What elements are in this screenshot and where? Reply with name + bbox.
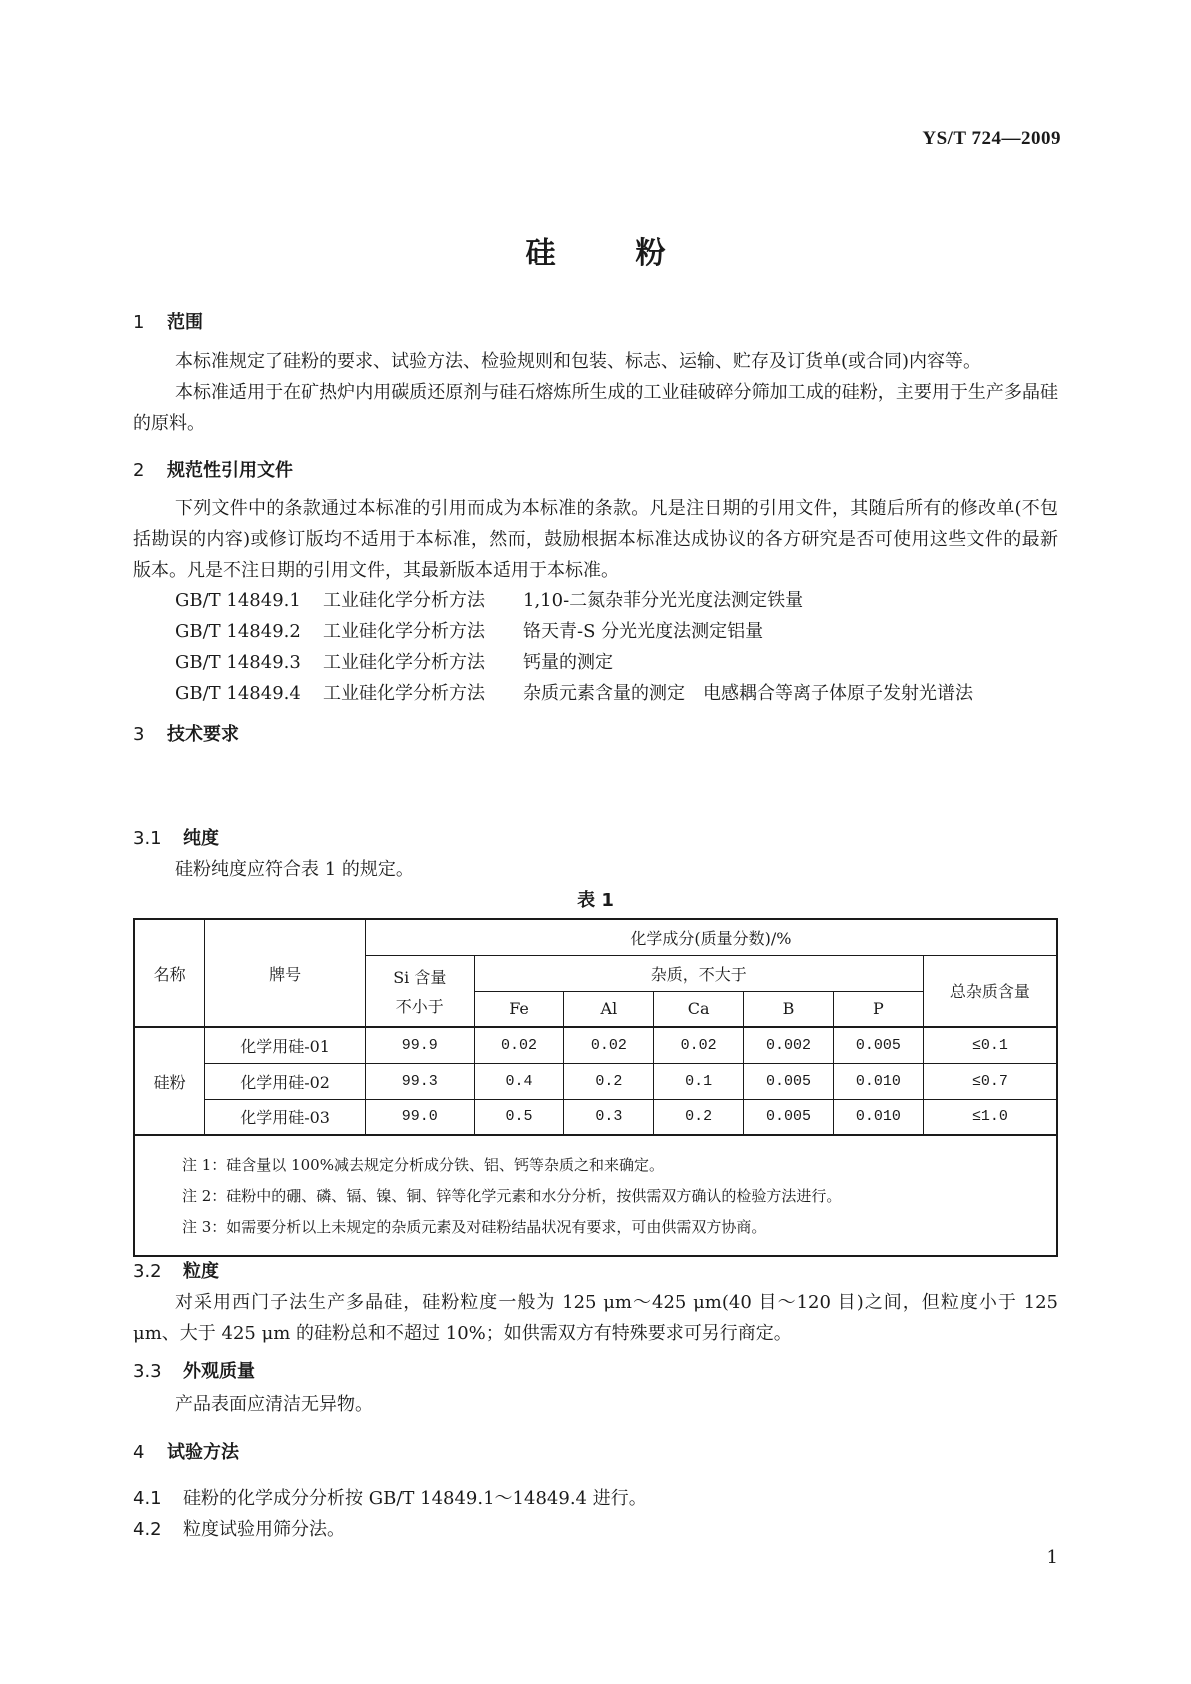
grade-cell: 化学用硅-02 — [205, 1063, 366, 1099]
header-al: Al — [564, 991, 654, 1027]
note-2: 注 2：硅粉中的硼、磷、镉、镍、铜、锌等化学元素和水分分析，按供需双方确认的检验方法进行。 — [182, 1187, 842, 1205]
si-cell: 99.0 — [365, 1099, 474, 1135]
section-2-paragraph: 下列文件中的条款通过本标准的引用而成为本标准的条款。凡是注日期的引用文件，其随后所有的修改单(不包括勘误的内容)或修订版均不适用于本标准，然而，鼓励根据本标准达成协议的各方研究是否可使用这些文件的最新版本。凡是不注日期的引用文件，其最新版本适用于本标准。 — [133, 498, 1058, 581]
fe-cell: 0.02 — [474, 1027, 564, 1063]
reference-code: GB/T 14849.1 — [175, 590, 301, 611]
note-3: 注 3：如需要分析以上未规定的杂质元素及对硅粉结晶状况有要求，可由供需双方协商。 — [182, 1218, 767, 1236]
header-total-impurity: 总杂质含量 — [923, 955, 1057, 1027]
title-char-1: 硅 — [525, 236, 556, 271]
section-4-2 — [133, 1515, 345, 1541]
item-text: 硅粉的化学成分分析按 GB/T 14849.1～14849.4 进行。 — [183, 1488, 647, 1509]
header-impurity: 杂质，不大于 — [474, 955, 923, 991]
header-p: P — [833, 991, 923, 1027]
section-number: 4 — [133, 1442, 145, 1463]
notes-row — [134, 1135, 1057, 1256]
section-3-2-heading — [133, 1257, 219, 1283]
reference-item — [175, 586, 803, 612]
section-title: 范围 — [167, 312, 203, 333]
table-caption: 表 1 — [577, 890, 614, 911]
header-ca: Ca — [654, 991, 744, 1027]
grade-cell: 化学用硅-01 — [205, 1027, 366, 1063]
al-cell: 0.2 — [564, 1063, 654, 1099]
table-row — [134, 1099, 1057, 1135]
reference-item — [175, 679, 973, 705]
note-1: 注 1：硅含量以 100%减去规定分析成分铁、铝、钙等杂质之和来确定。 — [182, 1156, 664, 1174]
header-si-line2: 不小于 — [395, 996, 444, 1016]
header-b: B — [744, 991, 834, 1027]
header-si-line1: Si 含量 — [393, 967, 447, 987]
header-name: 名称 — [134, 919, 205, 1027]
si-cell: 99.9 — [365, 1027, 474, 1063]
b-cell: 0.002 — [744, 1027, 834, 1063]
section-title: 外观质量 — [183, 1361, 255, 1382]
al-cell: 0.02 — [564, 1027, 654, 1063]
ca-cell: 0.1 — [654, 1063, 744, 1099]
grade-cell: 化学用硅-03 — [205, 1099, 366, 1135]
section-4-1 — [133, 1484, 647, 1510]
page-number: 1 — [1046, 1547, 1058, 1568]
reference-name: 工业硅化学分析方法 — [323, 683, 485, 704]
item-number: 4.1 — [133, 1488, 162, 1509]
purity-table — [133, 918, 1058, 1257]
section-number: 3.3 — [133, 1361, 162, 1382]
section-title: 纯度 — [183, 828, 219, 849]
header-grade: 牌号 — [205, 919, 366, 1027]
section-title: 试验方法 — [167, 1442, 239, 1463]
section-3-1-heading — [133, 824, 219, 850]
fe-cell: 0.5 — [474, 1099, 564, 1135]
section-1-paragraph-2: 本标准适用于在矿热炉内用碳质还原剂与硅石熔炼所生成的工业硅破碎分筛加工成的硅粉，主要用于生产多晶硅的原料。 — [133, 382, 1058, 434]
section-2-heading — [133, 456, 293, 482]
section-number: 3.2 — [133, 1261, 162, 1282]
total-cell: ≤0.7 — [923, 1063, 1057, 1099]
section-3-heading — [133, 720, 239, 746]
section-4-heading — [133, 1438, 239, 1464]
section-title: 技术要求 — [167, 724, 239, 745]
page-title — [0, 228, 1191, 272]
reference-code: GB/T 14849.3 — [175, 652, 301, 673]
section-number: 3.1 — [133, 828, 162, 849]
fe-cell: 0.4 — [474, 1063, 564, 1099]
section-3-1-text: 硅粉纯度应符合表 1 的规定。 — [175, 859, 414, 880]
reference-method: 铬天青-S 分光光度法测定铝量 — [523, 621, 764, 642]
table-row — [134, 1027, 1057, 1063]
reference-name: 工业硅化学分析方法 — [323, 621, 485, 642]
reference-code: GB/T 14849.2 — [175, 621, 301, 642]
item-text: 粒度试验用筛分法。 — [183, 1519, 345, 1540]
section-title: 规范性引用文件 — [167, 460, 293, 481]
item-number: 4.2 — [133, 1519, 162, 1540]
header-fe: Fe — [474, 991, 564, 1027]
si-cell: 99.3 — [365, 1063, 474, 1099]
total-cell: ≤0.1 — [923, 1027, 1057, 1063]
reference-item — [175, 648, 613, 674]
reference-method: 杂质元素含量的测定 电感耦合等离子体原子发射光谱法 — [523, 683, 973, 704]
table-notes — [134, 1135, 1057, 1256]
section-1-heading — [133, 308, 203, 334]
section-3-3-heading — [133, 1357, 255, 1383]
reference-method: 钙量的测定 — [523, 652, 613, 673]
reference-name: 工业硅化学分析方法 — [323, 652, 485, 673]
section-1-paragraph-1: 本标准规定了硅粉的要求、试验方法、检验规则和包装、标志、运输、贮存及订货单(或合同)内容等。 — [175, 351, 982, 372]
p-cell: 0.010 — [833, 1099, 923, 1135]
standard-code: YS/T 724—2009 — [922, 128, 1061, 149]
p-cell: 0.005 — [833, 1027, 923, 1063]
header-si-content — [365, 955, 474, 1027]
product-name: 硅粉 — [134, 1027, 205, 1135]
table-row — [134, 1063, 1057, 1099]
section-number: 3 — [133, 724, 145, 745]
p-cell: 0.010 — [833, 1063, 923, 1099]
section-number: 1 — [133, 312, 145, 333]
header-chemical-composition: 化学成分(质量分数)/% — [365, 919, 1057, 955]
ca-cell: 0.2 — [654, 1099, 744, 1135]
section-3-2-text: 对采用西门子法生产多晶硅，硅粉粒度一般为 125 μm～425 μm(40 目～120 目)之间，但粒度小于 125 μm、大于 425 μm 的硅粉总和不超过 10%；如供需双方有特殊要求可另行商定。 — [133, 1292, 1058, 1344]
section-title: 粒度 — [183, 1261, 219, 1282]
b-cell: 0.005 — [744, 1063, 834, 1099]
section-3-3-text: 产品表面应清洁无异物。 — [175, 1394, 373, 1415]
b-cell: 0.005 — [744, 1099, 834, 1135]
title-char-2: 粉 — [635, 236, 666, 271]
ca-cell: 0.02 — [654, 1027, 744, 1063]
reference-item — [175, 617, 763, 643]
al-cell: 0.3 — [564, 1099, 654, 1135]
section-number: 2 — [133, 460, 145, 481]
reference-method: 1,10-二氮杂菲分光光度法测定铁量 — [523, 590, 804, 611]
total-cell: ≤1.0 — [923, 1099, 1057, 1135]
reference-name: 工业硅化学分析方法 — [323, 590, 485, 611]
reference-code: GB/T 14849.4 — [175, 683, 301, 704]
